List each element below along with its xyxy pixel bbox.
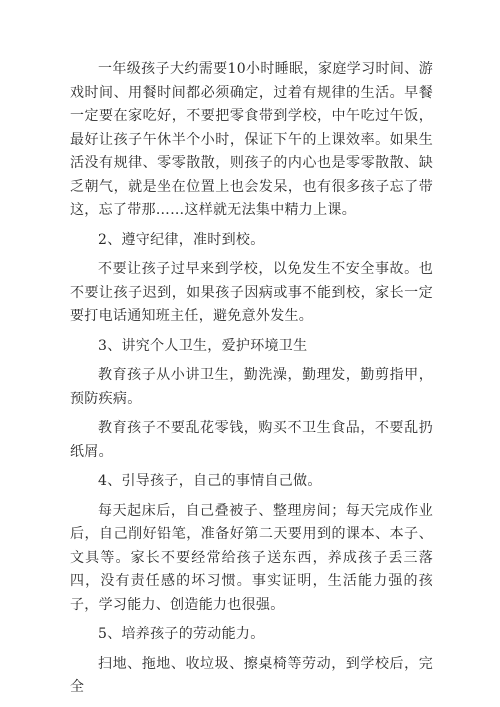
paragraph-labor: 扫地、拖地、收垃圾、擦桌椅等劳动，到学校后，完全 bbox=[70, 655, 433, 695]
heading-discipline: 2、遵守纪律，准时到校。 bbox=[98, 231, 265, 248]
paragraph-self-reliance: 每天起床后，自己叠被子、整理房间；每天完成作业后，自己削好铅笔，准备好第二天要用到的课本、本子、文具等。家长不要经常给孩子送东西，养成孩子丢三落四，没有责任感的坏习惯。事实证明，生活能力强的孩子，学习能力、创造能力也很强。 bbox=[70, 502, 433, 613]
paragraph-spending: 教育孩子不要乱花零钱，购买不卫生食品，不要乱扔纸屑。 bbox=[70, 420, 433, 460]
heading-labor: 5、培养孩子的劳动能力。 bbox=[98, 626, 265, 642]
heading-hygiene: 3、讲究个人卫生，爱护环境卫生 bbox=[98, 337, 308, 354]
heading-self-reliance: 4、引导孩子，自己的事情自己做。 bbox=[98, 473, 322, 489]
paragraph-sleep-routine: 一年级孩子大约需要10小时睡眠，家庭学习时间、游戏时间、用餐时间都必须确定，过着有规律的生活。早餐一定要在家吃好，不要把零食带到学校，中午吃过午饭，最好让孩子午休半个小时，保证下午的上课效率。如果生活没有规律、零零散散，则孩子的内心也是零零散散、缺乏朝气，就是坐在位置上也会发呆，也有很多孩子忘了带这，忘了带那……这样就无法集中精力上课。 bbox=[70, 61, 433, 218]
paragraph-personal-hygiene: 教育孩子从小讲卫生，勤洗澡，勤理发，勤剪指甲，预防疾病。 bbox=[70, 367, 433, 407]
paragraph-arrive-on-time: 不要让孩子过早来到学校，以免发生不安全事故。也不要让孩子迟到，如果孩子因病或事不能到校，家长一定要打电话通知班主任，避免意外发生。 bbox=[70, 261, 433, 324]
document-body bbox=[70, 58, 433, 700]
